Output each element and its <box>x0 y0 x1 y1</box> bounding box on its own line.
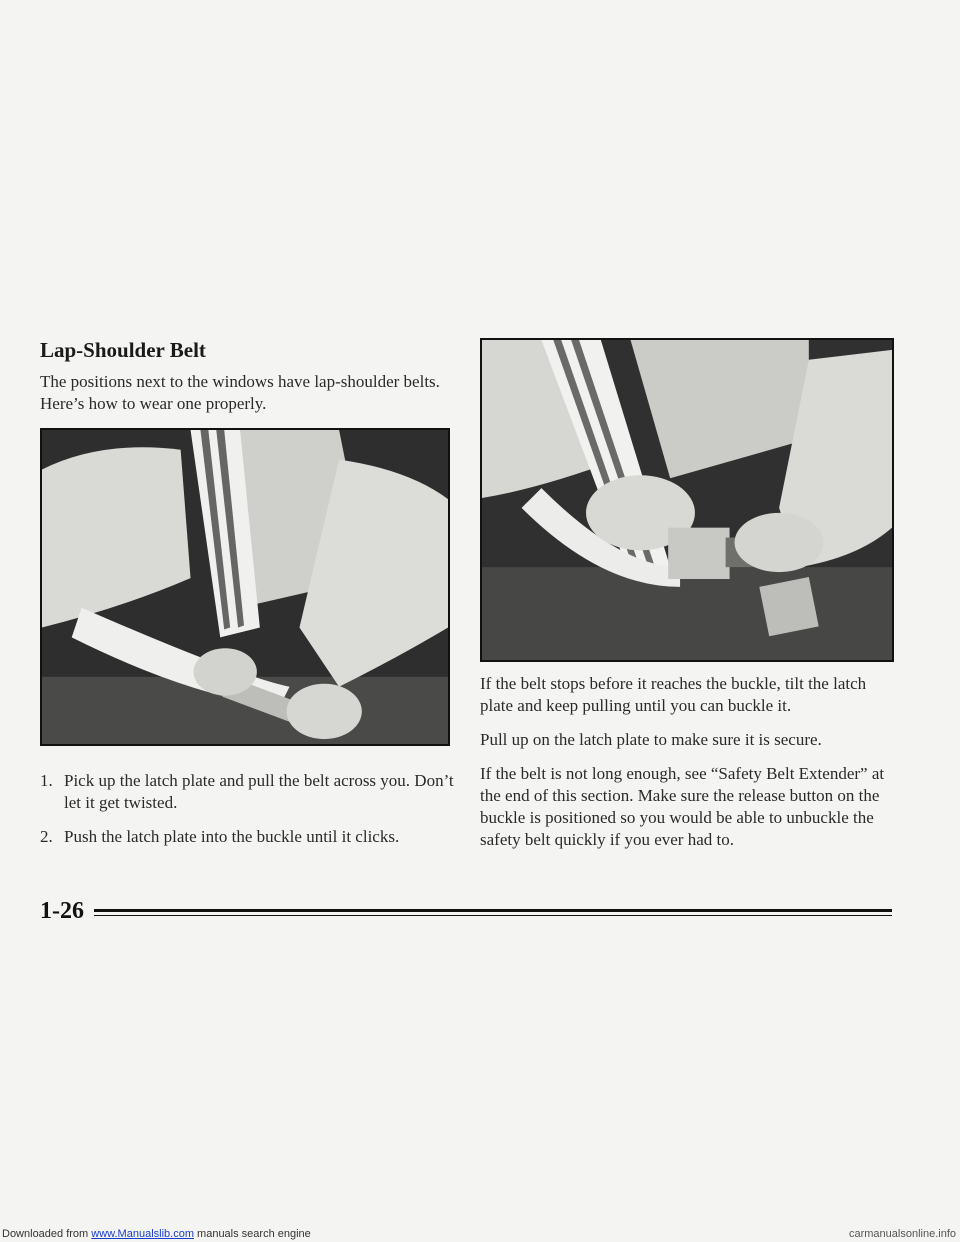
step-number: 2. <box>40 827 53 846</box>
page-number: 1-26 <box>40 898 84 924</box>
latch-plate-photo <box>40 428 450 746</box>
paragraph: If the belt stops before it reaches the buckle, tilt the latch plate and keep pulling until you can buckle it. <box>480 674 867 715</box>
steps-list <box>40 770 460 860</box>
step-number: 1. <box>40 771 53 790</box>
intro-paragraph: The positions next to the windows have lap-shoulder belts. Here’s how to wear one properly. <box>40 372 440 413</box>
footer-rule-thin <box>94 915 892 916</box>
step-text: Pick up the latch plate and pull the belt across you. Don’t let it get twisted. <box>64 771 454 812</box>
download-footer <box>0 1226 960 1242</box>
footer-rule <box>94 909 892 912</box>
paragraph: Pull up on the latch plate to make sure it is secure. <box>480 730 822 749</box>
list-item <box>40 770 460 814</box>
footer-prefix: Downloaded from <box>2 1228 92 1240</box>
list-item <box>40 826 460 848</box>
step-text: Push the latch plate into the buckle until it clicks. <box>64 827 400 846</box>
footer-suffix: manuals search engine <box>193 1228 311 1240</box>
manualslib-link[interactable]: www.Manualslib.com <box>91 1228 194 1240</box>
watermark: carmanualsonline.info <box>848 1228 956 1240</box>
right-column-text <box>480 673 900 863</box>
section-title: Lap-Shoulder Belt <box>40 338 206 362</box>
paragraph: If the belt is not long enough, see “Safety Belt Extender” at the end of this section. Make sure the release button on the buckle is positioned so you would be able to unbuckle the safety belt quickly if you ever had to. <box>480 764 885 849</box>
buckle-photo <box>480 338 894 662</box>
footer-source <box>2 1226 311 1242</box>
